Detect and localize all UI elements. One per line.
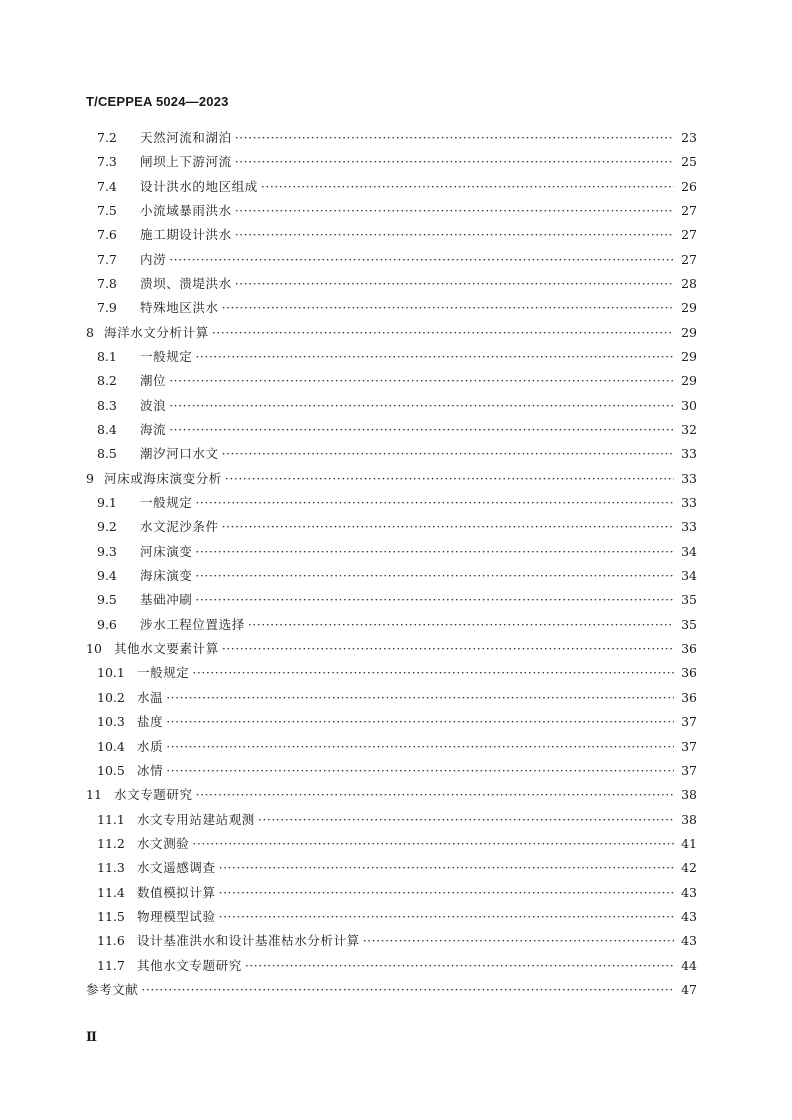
toc-entry-number: 7.6	[97, 227, 117, 243]
toc-entry-number: 9.3	[97, 543, 117, 559]
toc-entry-number: 7.2	[97, 129, 117, 145]
toc-entry-number: 7.8	[97, 275, 117, 291]
dot-leader	[235, 132, 674, 145]
dot-leader	[141, 984, 674, 997]
toc-entry[interactable]	[86, 321, 697, 345]
toc-entry[interactable]	[86, 223, 697, 247]
toc-entry-page: 36	[681, 641, 697, 657]
toc-entry-title: 数值模拟计算	[137, 884, 216, 900]
toc-entry-title: 水文专用站建站观测	[137, 811, 255, 827]
toc-entry-page: 28	[681, 275, 697, 291]
toc-entry-title: 一般规定	[140, 495, 193, 511]
toc-entry-title: 河床或海床演变分析	[104, 470, 222, 486]
toc-entry-page: 37	[681, 738, 697, 754]
toc-entry-page: 27	[681, 227, 697, 243]
toc-entry-title: 潮汐河口水文	[140, 446, 219, 462]
toc-entry-title: 设计基准洪水和设计基准枯水分析计算	[137, 933, 360, 949]
document-code: T/CEPPEA 5024—2023	[86, 94, 229, 109]
toc-entry-number: 9.1	[97, 495, 117, 511]
toc-entry-number: 8.5	[97, 446, 117, 462]
toc-entry-number: 7.7	[97, 251, 117, 267]
table-of-contents	[86, 126, 697, 1002]
dot-leader	[169, 424, 674, 437]
toc-entry-number: 11.2	[97, 835, 125, 851]
toc-entry-page: 33	[681, 495, 697, 511]
toc-entry-page: 23	[681, 129, 697, 145]
toc-entry[interactable]	[86, 808, 697, 832]
toc-entry-page: 33	[681, 470, 697, 486]
dot-leader	[169, 375, 674, 388]
toc-entry-number: 8.4	[97, 422, 117, 438]
toc-entry-page: 25	[681, 154, 697, 170]
dot-leader	[195, 497, 674, 510]
dot-leader	[222, 521, 674, 534]
toc-entry[interactable]	[86, 856, 697, 880]
toc-entry[interactable]	[86, 516, 697, 540]
toc-entry[interactable]	[86, 369, 697, 393]
toc-entry-number: 11.5	[97, 908, 125, 924]
toc-entry[interactable]	[86, 589, 697, 613]
toc-entry-page: 29	[681, 300, 697, 316]
dot-leader	[222, 302, 674, 315]
toc-entry-page: 43	[681, 908, 697, 924]
toc-entry[interactable]	[86, 248, 697, 272]
toc-entry-title: 涉水工程位置选择	[140, 616, 245, 632]
dot-leader	[166, 741, 674, 754]
dot-leader	[212, 327, 674, 340]
toc-entry-title: 物理模型试验	[137, 908, 216, 924]
toc-entry-page: 34	[681, 568, 697, 584]
toc-entry-number: 10	[86, 641, 102, 657]
toc-entry[interactable]	[86, 540, 697, 564]
dot-leader	[166, 765, 674, 778]
toc-entry-title: 海流	[140, 422, 167, 438]
dot-leader	[169, 254, 674, 267]
toc-entry-title: 水文专题研究	[114, 787, 193, 803]
toc-entry[interactable]	[86, 929, 697, 953]
toc-entry-page: 37	[681, 762, 697, 778]
toc-entry[interactable]	[86, 735, 697, 759]
toc-entry-page: 42	[681, 860, 697, 876]
toc-entry-title: 波浪	[140, 397, 167, 413]
toc-entry-title: 天然河流和湖泊	[140, 129, 232, 145]
dot-leader	[258, 814, 674, 827]
toc-entry-title: 其他水文专题研究	[137, 957, 242, 973]
toc-entry-page: 36	[681, 665, 697, 681]
toc-entry-number: 8.3	[97, 397, 117, 413]
toc-entry-title: 基础冲刷	[140, 592, 193, 608]
toc-entry-number: 11.4	[97, 884, 125, 900]
toc-entry[interactable]	[86, 467, 697, 491]
toc-entry-number: 11.1	[97, 811, 125, 827]
toc-entry-page: 43	[681, 884, 697, 900]
toc-entry-title: 溃坝、溃堤洪水	[140, 275, 232, 291]
dot-leader	[169, 400, 674, 413]
toc-entry[interactable]	[86, 564, 697, 588]
toc-entry-page: 35	[681, 616, 697, 632]
toc-entry-page: 32	[681, 422, 697, 438]
page-number: Ⅱ	[86, 1030, 97, 1045]
toc-entry-number: 8	[86, 324, 94, 340]
toc-entry-page: 30	[681, 397, 697, 413]
toc-entry-title: 一般规定	[137, 665, 190, 681]
toc-entry-title: 内涝	[140, 251, 167, 267]
toc-entry[interactable]	[86, 637, 697, 661]
dot-leader	[235, 278, 674, 291]
toc-entry-page: 26	[681, 178, 697, 194]
toc-entry[interactable]	[86, 442, 697, 466]
dot-leader	[219, 911, 674, 924]
toc-entry-page: 38	[681, 787, 697, 803]
toc-entry[interactable]	[86, 881, 697, 905]
toc-entry-page: 38	[681, 811, 697, 827]
dot-leader	[248, 619, 674, 632]
toc-entry-title: 一般规定	[140, 349, 193, 365]
toc-entry-title: 闸坝上下游河流	[140, 154, 232, 170]
dot-leader	[235, 205, 674, 218]
toc-entry[interactable]	[86, 296, 697, 320]
toc-entry-title: 特殊地区洪水	[140, 300, 219, 316]
toc-entry[interactable]	[86, 345, 697, 369]
toc-entry-number: 9	[86, 470, 94, 486]
toc-entry-number: 9.4	[97, 568, 117, 584]
toc-entry-page: 37	[681, 714, 697, 730]
toc-entry-page: 29	[681, 324, 697, 340]
dot-leader	[261, 181, 674, 194]
toc-entry-number: 7.5	[97, 202, 117, 218]
toc-entry-number: 11.6	[97, 933, 125, 949]
toc-entry-page: 44	[681, 957, 697, 973]
toc-entry-page: 36	[681, 689, 697, 705]
toc-entry[interactable]	[86, 613, 697, 637]
toc-entry-number: 7.4	[97, 178, 117, 194]
dot-leader	[235, 156, 674, 169]
toc-entry[interactable]	[86, 759, 697, 783]
toc-entry-title: 海床演变	[140, 568, 193, 584]
dot-leader	[195, 570, 674, 583]
toc-entry-title: 其他水文要素计算	[114, 641, 219, 657]
toc-entry[interactable]	[86, 662, 697, 686]
dot-leader	[363, 935, 674, 948]
toc-entry[interactable]	[86, 905, 697, 929]
dot-leader	[195, 594, 674, 607]
toc-entry-title: 水质	[137, 738, 164, 754]
toc-entry-number: 9.2	[97, 519, 117, 535]
toc-entry-title: 冰情	[137, 762, 164, 778]
toc-entry[interactable]	[86, 126, 697, 150]
toc-entry-number: 11	[86, 787, 102, 803]
toc-entry-number: 7.9	[97, 300, 117, 316]
toc-entry-title: 小流域暴雨洪水	[140, 202, 232, 218]
dot-leader	[245, 960, 674, 973]
toc-entry-title: 盐度	[137, 714, 164, 730]
toc-entry-number: 10.1	[97, 665, 125, 681]
toc-entry[interactable]	[86, 491, 697, 515]
toc-entry-title: 水文泥沙条件	[140, 519, 219, 535]
toc-entry-page: 27	[681, 251, 697, 267]
toc-entry[interactable]	[86, 783, 697, 807]
toc-entry-number: 7.3	[97, 154, 117, 170]
toc-entry-number: 10.3	[97, 714, 125, 730]
toc-entry-number: 9.5	[97, 592, 117, 608]
dot-leader	[222, 643, 674, 656]
toc-entry-number: 11.7	[97, 957, 125, 973]
toc-entry[interactable]	[86, 978, 697, 1002]
toc-entry[interactable]	[86, 175, 697, 199]
toc-entry-page: 33	[681, 519, 697, 535]
toc-entry[interactable]	[86, 272, 697, 296]
toc-entry-number: 10.4	[97, 738, 125, 754]
toc-entry-page: 29	[681, 349, 697, 365]
toc-entry[interactable]	[86, 832, 697, 856]
toc-entry[interactable]	[86, 394, 697, 418]
toc-entry-number: 9.6	[97, 616, 117, 632]
dot-leader	[222, 448, 674, 461]
toc-entry-page: 35	[681, 592, 697, 608]
dot-leader	[192, 838, 674, 851]
toc-entry-number: 10.2	[97, 689, 125, 705]
toc-entry-title: 水文遥感调查	[137, 860, 216, 876]
dot-leader	[192, 667, 674, 680]
dot-leader	[166, 692, 674, 705]
toc-entry-title: 海洋水文分析计算	[104, 324, 209, 340]
toc-entry[interactable]	[86, 150, 697, 174]
toc-entry[interactable]	[86, 418, 697, 442]
toc-entry[interactable]	[86, 686, 697, 710]
toc-entry-page: 33	[681, 446, 697, 462]
toc-entry-number: 8.1	[97, 349, 117, 365]
toc-entry[interactable]	[86, 710, 697, 734]
toc-entry-title: 河床演变	[140, 543, 193, 559]
dot-leader	[219, 862, 674, 875]
dot-leader	[235, 229, 674, 242]
toc-entry-title: 潮位	[140, 373, 167, 389]
toc-entry-page: 29	[681, 373, 697, 389]
toc-entry-title: 参考文献	[86, 981, 139, 997]
toc-entry[interactable]	[86, 199, 697, 223]
toc-entry-number: 10.5	[97, 762, 125, 778]
dot-leader	[195, 351, 674, 364]
dot-leader	[195, 546, 674, 559]
toc-entry[interactable]	[86, 954, 697, 978]
toc-entry-page: 27	[681, 202, 697, 218]
toc-entry-page: 47	[681, 981, 697, 997]
toc-entry-number: 8.2	[97, 373, 117, 389]
dot-leader	[166, 716, 674, 729]
toc-entry-title: 水温	[137, 689, 164, 705]
dot-leader	[196, 789, 674, 802]
toc-entry-page: 34	[681, 543, 697, 559]
toc-entry-title: 施工期设计洪水	[140, 227, 232, 243]
toc-entry-page: 43	[681, 933, 697, 949]
dot-leader	[225, 473, 674, 486]
toc-entry-title: 设计洪水的地区组成	[140, 178, 258, 194]
toc-entry-title: 水文测验	[137, 835, 190, 851]
dot-leader	[219, 887, 674, 900]
toc-entry-page: 41	[681, 835, 697, 851]
toc-entry-number: 11.3	[97, 860, 125, 876]
